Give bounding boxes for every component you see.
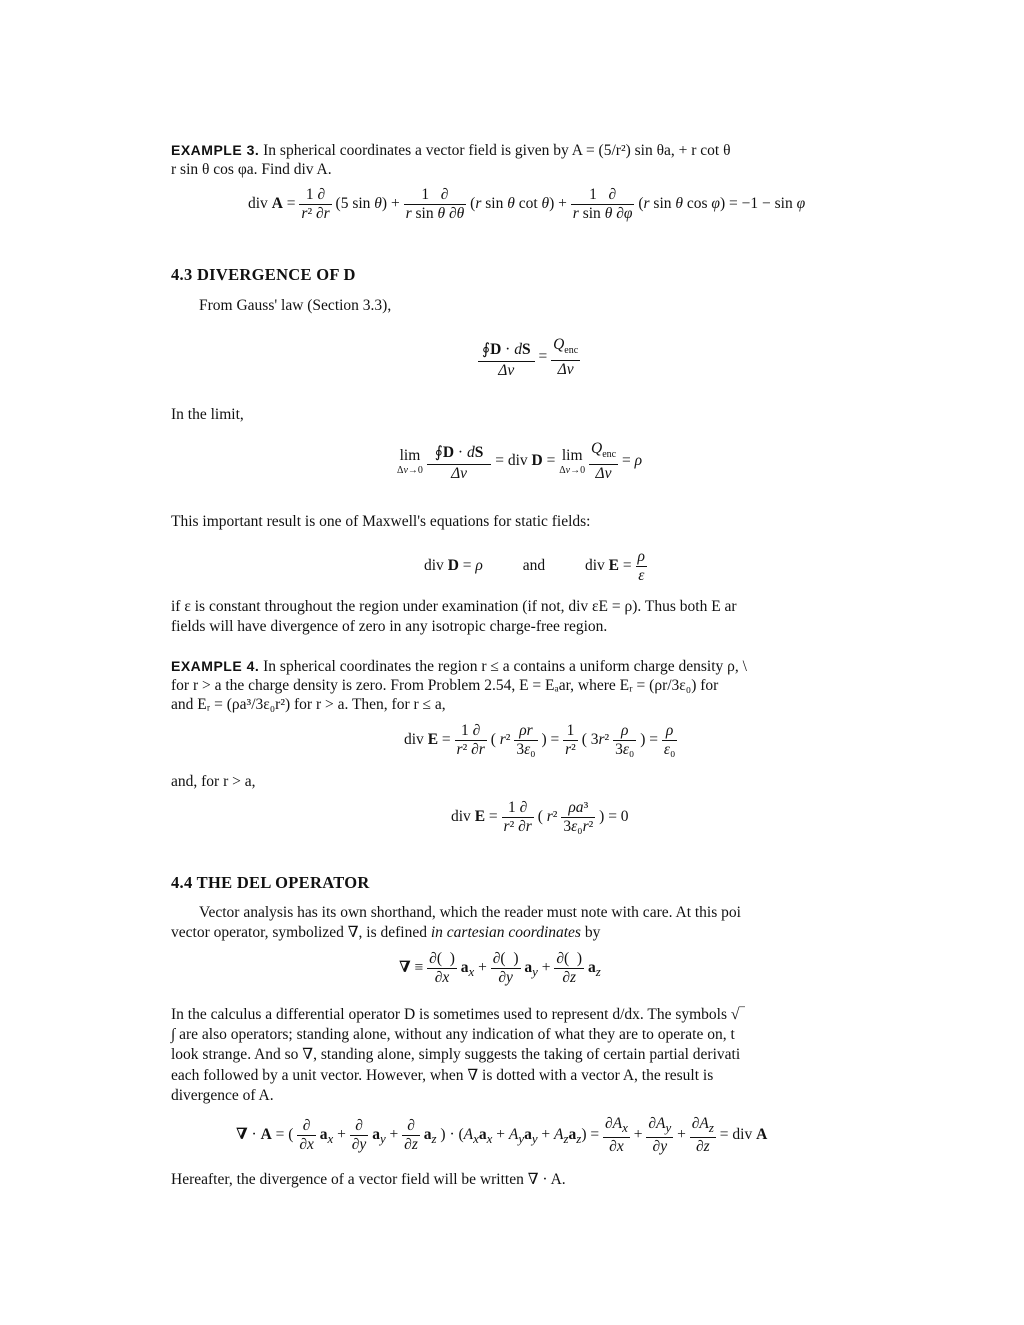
- section44-p2-line3: look strange. And so ∇, standing alone, simply suggests the taking of certain partial derivati: [171, 1046, 741, 1063]
- section43-paragraph-line2: fields will have divergence of zero in any isotropic charge-free region.: [171, 618, 608, 635]
- closing-sentence: Hereafter, the divergence of a vector field will be written ∇ · A.: [171, 1171, 566, 1188]
- example4-line2: for r > a the charge density is zero. From Problem 2.54, E = Eₐar, where Eᵣ = (ρr/3ε₀) for: [171, 677, 719, 694]
- example3-equation: div A = $\frac{1 \partial}{\text{r² ∂r}}$ (5 sin θ) + $\frac{1 \partial}{\text{r sin θ ∂θ}}$ (r sin θ cot θ) + $\frac{1 \partial}{\text{r sin θ ∂φ}}$ (r sin θ cos φ) = −1 − sin φ: [248, 186, 806, 222]
- example4-equation2: div E = $\frac{1 \partial}{\text{r² ∂r}}$ ( r² $\frac{\text{ρa³}}{\text{3ε₀r²}}$ ) = 0: [451, 799, 629, 835]
- example4-line3: and Eᵣ = (ρa³/3ε₀r²) for r > a. Then, for r ≤ a,: [171, 696, 446, 713]
- section44-p1-line2: [171, 923, 600, 943]
- example4-equation1: div E = $\frac{1 \partial}{\text{r² ∂r}}$ ( r² $\frac{\rho r}{\text{3ε₀}}$ ) = $\frac{1}{\text{r²}}$ ( 3r² $\frac{\rho}{\text{3ε₀}}$ ) = $\frac{\rho}{\text{ε₀}}$: [404, 722, 676, 758]
- example3-line1: [171, 140, 731, 161]
- example4-and-text: and, for r > a,: [171, 773, 256, 790]
- section44-p1-line2-emphasis: in cartesian coordinates: [430, 924, 581, 941]
- section44-p2-line2: ∫ are also operators; standing alone, without any indication of what they are to operate on, t: [171, 1026, 735, 1043]
- del-operator-definition: ∇ ≡ $\frac{\partial( )}{\partial x}$ $a_x$ + $\frac{\partial( )}{\partial y}$ $a_y$ + $\frac{\partial( )}{\partial z}$ $a_z$: [399, 950, 601, 986]
- maxwell-equations: div D = ρ and div E = $\frac{\rho}{\varepsilon}$: [424, 548, 645, 584]
- section44-p2-line5: divergence of A.: [171, 1087, 274, 1104]
- section44-p2-line4: each followed by a unit vector. However, when ∇ is dotted with a vector A, the result is: [171, 1067, 714, 1084]
- section43-intro: From Gauss' law (Section 3.3),: [199, 297, 392, 314]
- section44-p1-line2-a: vector operator, symbolized ∇, is defined: [171, 924, 431, 941]
- divergence-limit-equation: lim Δv→0 $\frac{∮D \cdot dS}{\Delta v}$ = div D = lim Δv→0 $\frac{Q_{enc}}{\Delta v}$ = ρ: [397, 440, 643, 483]
- gauss-ratio-equation: $\frac{∮D \cdot dS}{\Delta v}$ = $\frac{Q_{enc}}{\Delta v}$: [478, 335, 580, 380]
- section44-p1-line2-c: by: [580, 924, 601, 941]
- example3-line2: r sin θ cos φa. Find div A.: [171, 161, 332, 178]
- example3-label: EXAMPLE 3.: [171, 142, 260, 158]
- maxwell-text: This important result is one of Maxwell's equations for static fields:: [171, 513, 591, 530]
- example4-line1: [171, 656, 747, 677]
- section43-paragraph-line1: if ε is constant throughout the region under examination (if not, div εE = ρ). Thus both E ar: [171, 598, 737, 615]
- section44-p2-line1: In the calculus a differential operator D is sometimes used to represent d/dx. The symbols √‾: [171, 1006, 745, 1023]
- section-4-3-heading: 4.3 DIVERGENCE OF D: [171, 265, 356, 284]
- example3-text-line1: In spherical coordinates a vector field is given by A = (5/r²) sin θa, + r cot θ: [263, 142, 731, 159]
- del-dot-a-equation: ∇ · A = ( $\frac{\partial}{\partial x}$ $a_x$ + $\frac{\partial}{\partial y}$ $a_y$ + $\frac{\partial}{\partial z}$ $a_z$ ) · $(A_xa_x + A_ya_y + A_za_z)$ = $\frac{\partial A_x}{\partial x}$ + $\frac{\partial A_y}{\partial y}$ + $\frac{\partial A_z}{\partial z}$ = div A: [236, 1115, 768, 1156]
- section44-p1-line1: Vector analysis has its own shorthand, which the reader must note with care. At this poi: [199, 904, 741, 921]
- limit-text: In the limit,: [171, 406, 244, 423]
- example4-label: EXAMPLE 4.: [171, 658, 260, 674]
- section-4-4-heading: 4.4 THE DEL OPERATOR: [171, 873, 370, 892]
- example4-text-line1: In spherical coordinates the region r ≤ a contains a uniform charge density ρ, \: [263, 658, 747, 675]
